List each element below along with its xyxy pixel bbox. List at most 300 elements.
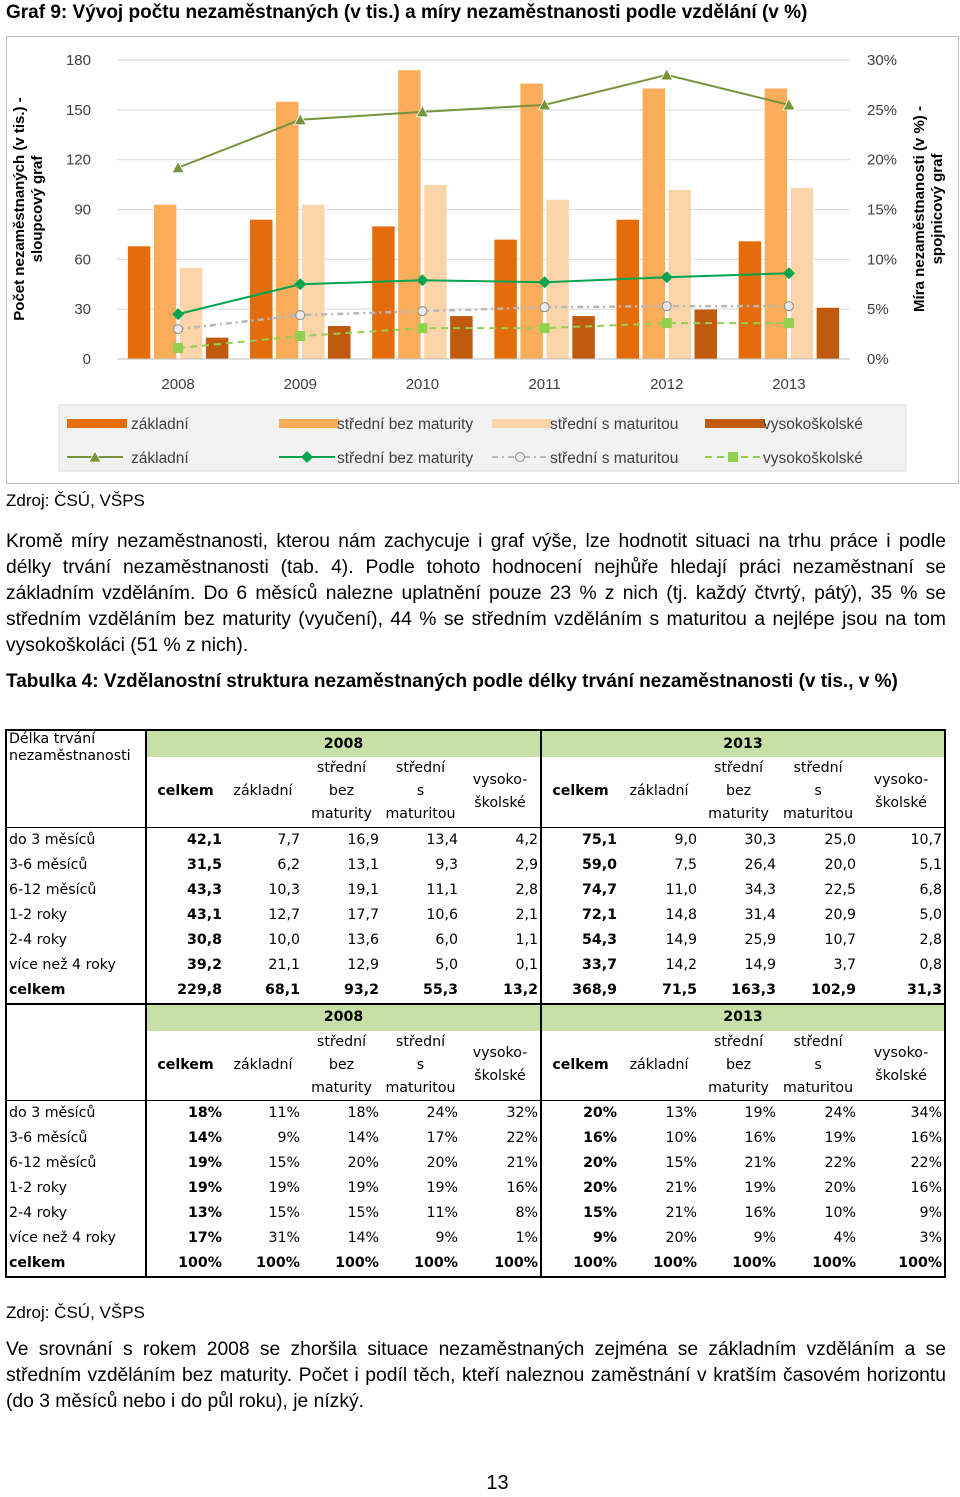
legend-label: vysokoškolské (763, 450, 863, 467)
table-cell: 22% (506, 1130, 539, 1146)
table-cell: 1% (515, 1230, 539, 1246)
line-point (417, 323, 427, 333)
table-cell: 13,1 (347, 856, 379, 873)
table-cell: 100% (778, 1251, 858, 1277)
table-cell: 7,5 (674, 856, 698, 873)
bar (520, 83, 543, 359)
table-row (6, 827, 945, 853)
col-header-stredni-bez (699, 1031, 778, 1101)
col-header-stredni-s-line: střední (395, 1033, 446, 1050)
y-left-tick-label: 120 (65, 151, 91, 169)
col-header-zakladni-line: základní (629, 1056, 689, 1073)
table-cell: 19% (146, 1176, 224, 1201)
table-cell: 13,4 (426, 831, 458, 848)
col-header-vysokoskolske-line: školské (474, 794, 526, 811)
bar (616, 219, 639, 359)
col-header-stredni-s-line: střední (395, 760, 446, 777)
table-row (6, 1201, 945, 1226)
table-cell: 2,8 (515, 881, 539, 898)
y-left-tick-label: 90 (74, 201, 91, 219)
table-cell: 20% (541, 1101, 619, 1127)
table-cell: 4% (833, 1230, 857, 1246)
col-header-celkem-line: celkem (552, 1056, 609, 1073)
table-cell: 31,3 (858, 978, 945, 1004)
bar (572, 316, 595, 359)
table-cell: 54,3 (541, 928, 619, 953)
table-column-header-row (6, 1031, 945, 1101)
table-cell: 16% (744, 1130, 777, 1146)
y-left-tick-label: 180 (65, 52, 91, 69)
table-cell: 9,3 (435, 856, 458, 873)
bar (450, 316, 473, 359)
table-cell: 24% (426, 1105, 458, 1121)
table-cell: 10% (824, 1205, 857, 1221)
table-cell: 21% (665, 1180, 698, 1196)
col-header-celkem (541, 1031, 619, 1101)
table-cell: 14% (146, 1126, 224, 1151)
table-cell: 100% (541, 1251, 619, 1277)
row-header-line: Délka trvání (9, 731, 96, 747)
table-cell: 100% (381, 1251, 460, 1277)
col-header-vysokoskolske-line: školské (474, 1068, 526, 1085)
col-header-zakladni (619, 1031, 699, 1101)
table-cell: 13,2 (460, 978, 541, 1004)
bar (494, 239, 517, 359)
page-number: 13 (486, 1472, 509, 1494)
table-cell: 16,9 (347, 831, 379, 848)
legend-marker (516, 453, 525, 462)
table-cell: 9,0 (674, 831, 698, 848)
row-label: 3-6 měsíců (6, 853, 146, 878)
x-tick-label: 2010 (405, 376, 440, 393)
bar (276, 102, 299, 359)
table-cell: 368,9 (541, 978, 619, 1004)
table-cell: 10,0 (268, 931, 300, 948)
figure-source: Zdroj: ČSÚ, VŠPS (6, 491, 145, 510)
paragraph-2: Ve srovnání s rokem 2008 se zhoršila situace nezaměstnaných zejména se základním vzděláním a se středním vzděláním bez maturity. Počet i podíl těch, kteří naleznou zaměstnání v kratším časovém horizontu (do 3 měsíců nebo i do půl roku), je nízký. (6, 1339, 946, 1412)
table-year-row (6, 1004, 945, 1031)
row-label: do 3 měsíců (6, 1101, 146, 1127)
table-cell: 16% (858, 1126, 945, 1151)
table-cell: 16% (744, 1205, 777, 1221)
table-row (6, 853, 945, 878)
legend-label: základní (131, 450, 189, 467)
legend-label: základní (131, 416, 189, 433)
table-title: Tabulka 4: Vzdělanostní struktura nezaměstnaných podle délky trvání nezaměstnanosti (v tis., v %) (6, 671, 898, 692)
table-cell: 13% (665, 1105, 698, 1121)
legend-label: vysokoškolské (763, 416, 863, 433)
table-cell: 13,6 (347, 931, 379, 948)
col-header-vysokoskolske-line: vysoko- (472, 771, 528, 788)
col-header-vysokoskolske-line: školské (875, 794, 927, 811)
table-cell: 22% (858, 1151, 945, 1176)
row-label: více než 4 roky (6, 1226, 146, 1251)
table-row (6, 1101, 945, 1127)
table-cell: 11% (426, 1205, 458, 1221)
table-cell: 19% (146, 1151, 224, 1176)
table-cell: 68,1 (224, 978, 302, 1004)
legend-swatch (492, 419, 552, 428)
col-header-vysokoskolske-line: vysoko- (873, 1045, 929, 1062)
line-point (295, 331, 305, 341)
table-cell: 42,1 (146, 827, 224, 853)
table-cell: 19% (268, 1180, 300, 1196)
table-cell: 22% (824, 1155, 857, 1171)
table-row (6, 1126, 945, 1151)
table-cell: 4,2 (515, 831, 539, 848)
chart (7, 37, 958, 483)
bar (154, 205, 177, 359)
line-point (540, 303, 549, 312)
table-cell: 18% (146, 1101, 224, 1127)
series-line (178, 75, 789, 168)
row-label: do 3 měsíců (6, 827, 146, 853)
table-cell: 11,0 (665, 881, 698, 898)
table-cell: 13% (146, 1201, 224, 1226)
table-cell: 32% (506, 1105, 539, 1121)
line-point (662, 302, 671, 311)
table-cell: 19% (744, 1180, 777, 1196)
table-cell: 17% (426, 1130, 458, 1146)
table-cell: 12,9 (347, 956, 379, 973)
table-cell: 3% (858, 1226, 945, 1251)
bar (816, 308, 839, 359)
bar (372, 226, 395, 359)
row-label: 2-4 roky (6, 1201, 146, 1226)
table-cell: 20% (541, 1151, 619, 1176)
x-tick-label: 2012 (650, 376, 684, 393)
table-cell: 75,1 (541, 827, 619, 853)
table-cell: 26,4 (744, 856, 777, 873)
line-point (172, 162, 184, 173)
row-header-line: nezaměstnanosti (9, 748, 131, 764)
bar (128, 246, 151, 359)
col-header-stredni-bez-line: střední (316, 1033, 367, 1050)
table-cell: 14% (347, 1130, 379, 1146)
col-header-stredni-bez-line: maturity (311, 1079, 372, 1096)
table-cell: 19,1 (347, 881, 379, 898)
table-cell: 14% (347, 1230, 379, 1246)
col-header-stredni-s-line: maturitou (782, 1079, 854, 1096)
col-header-celkem-line: celkem (157, 783, 214, 800)
table-cell: 2,9 (515, 856, 539, 873)
table-cell: 14,2 (665, 956, 698, 973)
table-cell: 24% (824, 1105, 857, 1121)
col-header-stredni-bez-line: bez (328, 1056, 355, 1073)
legend-label: střední bez maturity (337, 450, 474, 467)
table-cell: 25,0 (824, 831, 857, 848)
col-header-zakladni-line: základní (233, 783, 293, 800)
table-cell: 2,1 (515, 906, 539, 923)
table-cell: 102,9 (778, 978, 858, 1004)
row-label: 2-4 roky (6, 928, 146, 953)
col-header-zakladni (619, 757, 699, 827)
table-row (6, 878, 945, 903)
table-cell: 9% (541, 1226, 619, 1251)
table-cell: 10,3 (268, 881, 300, 898)
table-cell: 9% (277, 1130, 300, 1146)
paragraph-1: Kromě míry nezaměstnanosti, kterou nám zachycuje i graf výše, lze hodnotit situaci na trhu práce i podle délky trvání nezaměstnanosti (tab. 4). Podle tohoto hodnocení nejhůře hledají práci nezaměstnaní se základním vzděláním. Do 6 měsíců nalezne uplatnění pouze 23 % z nich (tj. každý čtvrtý, pátý), 35 % se středním vzděláním bez maturity (vyučení), 44 % se středním vzděláním s maturitou a nejlépe jsou na tom vysokoškoláci (51 % z nich). (6, 531, 946, 656)
table-cell: 100% (858, 1251, 945, 1277)
table-cell: 11% (268, 1105, 300, 1121)
col-header-stredni-bez (699, 757, 778, 827)
table-cell: 14,9 (744, 956, 777, 973)
col-header-stredni-s-line: s (416, 1056, 425, 1073)
col-header-celkem-line: celkem (157, 1056, 214, 1073)
line-point (173, 343, 183, 353)
col-header-stredni-s-line: s (814, 1056, 822, 1073)
bar (668, 190, 691, 359)
col-header-stredni-s-line: střední (793, 760, 843, 777)
table-cell: 100% (619, 1251, 699, 1277)
table-cell: 30,8 (146, 928, 224, 953)
row-header-label (6, 1004, 146, 1101)
table-cell: 9% (753, 1230, 777, 1246)
table-cell: 12,7 (268, 906, 300, 923)
table-cell: 15% (665, 1155, 698, 1171)
table-cell: 22,5 (824, 881, 857, 898)
col-header-vysokoskolske (858, 1031, 945, 1101)
table-column-header-row (6, 757, 945, 827)
y-right-tick-label: 10% (867, 251, 898, 269)
table-cell: 14,8 (665, 906, 698, 923)
data-table (5, 729, 946, 1278)
y-right-tick-label: 25% (867, 101, 898, 119)
year-header-2013: 2013 (541, 1004, 945, 1031)
table-cell: 10,7 (824, 931, 857, 948)
line-point (418, 307, 427, 316)
col-header-stredni-s-line: maturitou (782, 806, 854, 823)
table-cell: 100% (460, 1251, 541, 1277)
table-cell: 30,3 (744, 831, 777, 848)
figure-title: Graf 9: Vývoj počtu nezaměstnaných (v tis.) a míry nezaměstnanosti podle vzdělání (v %) (6, 2, 808, 23)
table-cell: 14,9 (665, 931, 698, 948)
table-row (6, 928, 945, 953)
col-header-stredni-bez-line: střední (316, 760, 367, 777)
line-point (662, 318, 672, 328)
table-cell: 2,8 (858, 928, 945, 953)
y-right-tick-label: 0% (867, 351, 889, 368)
col-header-vysokoskolske-line: školské (875, 1068, 927, 1085)
table-cell: 17,7 (347, 906, 379, 923)
table-cell: 21% (744, 1155, 777, 1171)
bar (328, 326, 351, 359)
bar (250, 219, 273, 359)
table-cell: 74,7 (541, 878, 619, 903)
row-label: 6-12 měsíců (6, 878, 146, 903)
x-tick-label: 2011 (528, 376, 561, 393)
table-cell: 39,2 (146, 953, 224, 978)
year-header-2008: 2008 (146, 730, 541, 757)
table-cell: 15% (347, 1205, 379, 1221)
y-right-tick-label: 30% (867, 52, 898, 69)
y-right-tick-label: 5% (867, 301, 889, 319)
col-header-stredni-s-line: maturitou (385, 1079, 456, 1096)
table-row (6, 903, 945, 928)
table-cell: 19% (824, 1130, 857, 1146)
col-header-stredni-s (778, 757, 858, 827)
table-cell: 10% (665, 1130, 698, 1146)
legend-swatch (67, 419, 127, 428)
table-cell: 31,5 (146, 853, 224, 878)
col-header-stredni-s-line: střední (793, 1033, 843, 1050)
table-cell: 18% (347, 1105, 379, 1121)
table-cell: 9% (435, 1230, 458, 1246)
table-cell: 20% (347, 1155, 379, 1171)
table-cell: 33,7 (541, 953, 619, 978)
table-cell: 15% (268, 1155, 300, 1171)
table-cell: 25,9 (744, 931, 777, 948)
table-cell: 100% (302, 1251, 381, 1277)
table-cell: 16% (506, 1180, 539, 1196)
bar (694, 309, 717, 359)
col-header-vysokoskolske-line: vysoko- (873, 771, 929, 788)
col-header-stredni-bez-line: bez (725, 1056, 752, 1073)
table-cell: 100% (699, 1251, 778, 1277)
table-cell: 1,1 (515, 931, 539, 948)
year-header-2008: 2008 (146, 1004, 541, 1031)
table-cell: 8% (515, 1205, 539, 1221)
legend-swatch (705, 419, 765, 428)
table-cell: 15% (268, 1205, 300, 1221)
table-row (6, 1151, 945, 1176)
table-body (6, 730, 945, 1277)
row-label: 3-6 měsíců (6, 1126, 146, 1151)
table-cell: 20,9 (824, 906, 857, 923)
table-cell: 20% (824, 1180, 857, 1196)
legend-marker (728, 452, 738, 462)
col-header-stredni-s-line: s (814, 783, 822, 800)
table-cell: 16% (541, 1126, 619, 1151)
table-cell: 21% (665, 1205, 698, 1221)
col-header-stredni-bez (302, 757, 381, 827)
col-header-stredni-bez-line: střední (713, 760, 764, 777)
table-cell: 6,0 (435, 931, 458, 948)
row-label: 1-2 roky (6, 1176, 146, 1201)
table-cell: 7,7 (277, 831, 300, 848)
bar (738, 241, 761, 359)
table-cell: 21,1 (268, 956, 300, 973)
row-label: 6-12 měsíců (6, 1151, 146, 1176)
table-cell: 0,8 (858, 953, 945, 978)
table-cell: 10,6 (426, 906, 458, 923)
row-header-label (6, 730, 146, 827)
col-header-zakladni-line: základní (629, 783, 689, 800)
table-cell: 19% (426, 1180, 458, 1196)
table-cell: 21% (506, 1155, 539, 1171)
y-left-tick-label: 150 (65, 101, 91, 119)
col-header-stredni-bez-line: maturity (311, 806, 372, 823)
table-cell: 71,5 (619, 978, 699, 1004)
table-cell: 19% (347, 1180, 379, 1196)
col-header-zakladni-line: základní (233, 1056, 293, 1073)
table-source: Zdroj: ČSÚ, VŠPS (6, 1303, 145, 1322)
table-cell: 16% (858, 1176, 945, 1201)
legend-label: střední s maturitou (550, 416, 679, 433)
table-row (6, 1251, 945, 1277)
table-row (6, 1176, 945, 1201)
table-cell: 6,2 (277, 856, 300, 873)
col-header-stredni-s-line: s (416, 783, 425, 800)
col-header-celkem (541, 757, 619, 827)
table-cell: 15% (541, 1201, 619, 1226)
col-header-stredni-bez-line: maturity (708, 1079, 769, 1096)
col-header-stredni-s (381, 1031, 460, 1101)
row-label: více než 4 roky (6, 953, 146, 978)
chart-frame (6, 36, 959, 484)
col-header-stredni-bez-line: bez (328, 783, 355, 800)
line-point (784, 318, 794, 328)
y-right-axis-title: Míra nezaměstnanosti (v %) -spojnicový graf (911, 106, 946, 312)
line-point (661, 69, 673, 80)
x-tick-label: 2008 (161, 376, 195, 393)
table-cell: 17% (146, 1226, 224, 1251)
y-left-tick-label: 60 (74, 251, 91, 269)
legend-label: střední bez maturity (337, 416, 474, 433)
y-right-tick-label: 20% (867, 151, 898, 169)
col-header-vysokoskolske (460, 757, 541, 827)
col-header-stredni-bez-line: střední (713, 1033, 764, 1050)
y-left-tick-label: 0 (82, 351, 91, 368)
bar (206, 337, 229, 359)
col-header-zakladni (224, 1031, 302, 1101)
col-header-vysokoskolske (858, 757, 945, 827)
table-cell: 20% (665, 1230, 698, 1246)
line-point (540, 323, 550, 333)
table-cell: 20% (426, 1155, 458, 1171)
table-cell: 11,1 (426, 881, 458, 898)
y-left-tick-label: 30 (74, 301, 91, 319)
table-cell: 55,3 (381, 978, 460, 1004)
table-cell: 34,3 (744, 881, 777, 898)
table-cell: 20,0 (824, 856, 857, 873)
table-cell: 229,8 (146, 978, 224, 1004)
table-cell: 34% (858, 1101, 945, 1127)
col-header-vysokoskolske-line: vysoko- (472, 1045, 528, 1062)
table-row (6, 953, 945, 978)
table-cell: 6,8 (858, 878, 945, 903)
table-cell: 5,0 (858, 903, 945, 928)
x-tick-label: 2009 (283, 376, 317, 393)
table-cell: 43,3 (146, 878, 224, 903)
col-header-stredni-bez-line: maturity (708, 806, 769, 823)
table-cell: 93,2 (302, 978, 381, 1004)
col-header-celkem (146, 1031, 224, 1101)
table-year-row (6, 730, 945, 757)
x-tick-label: 2013 (772, 376, 806, 393)
legend-swatch (279, 419, 339, 428)
table-cell: 72,1 (541, 903, 619, 928)
y-left-axis-title: Počet nezaměstnaných (v tis.) -sloupcový graf (11, 97, 46, 321)
table-cell: 3,7 (833, 956, 857, 973)
line-point (296, 311, 305, 320)
row-label: 1-2 roky (6, 903, 146, 928)
col-header-stredni-s (381, 757, 460, 827)
col-header-zakladni (224, 757, 302, 827)
table-cell: 163,3 (699, 978, 778, 1004)
legend-label: střední s maturitou (550, 450, 679, 467)
table-cell: 43,1 (146, 903, 224, 928)
table-row (6, 978, 945, 1004)
table-cell: 9% (858, 1201, 945, 1226)
line-point (174, 325, 183, 334)
col-header-celkem (146, 757, 224, 827)
table-cell: 31% (268, 1230, 300, 1246)
table-cell: 5,0 (435, 956, 458, 973)
table-cell: 19% (744, 1105, 777, 1121)
table-cell: 59,0 (541, 853, 619, 878)
table-cell: 10,7 (858, 827, 945, 853)
